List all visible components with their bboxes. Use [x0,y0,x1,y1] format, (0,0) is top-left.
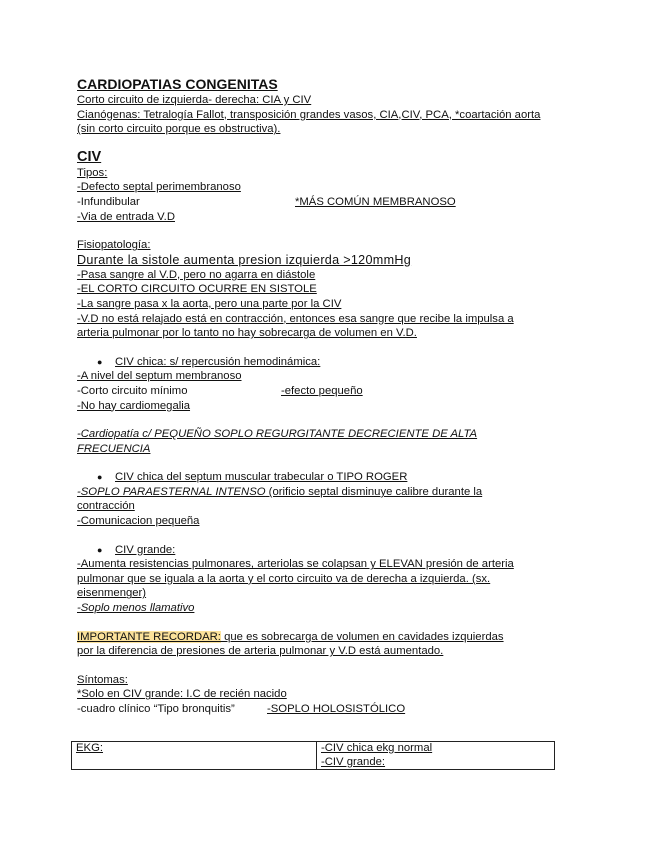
tipo-perimembranoso: -Defecto septal perimembranoso [77,181,241,194]
document-title: CARDIOPATIAS CONGENITAS [77,76,278,92]
bullet-dot-icon: ● [97,544,103,555]
fisio-big-line: Durante la sistole aumenta presion izquierda >120mmHg [77,252,412,267]
civ-chica-line-2a: -Corto circuito mínimo [77,384,188,397]
ekg-label-cell [72,742,317,770]
civ-grande-line-1: -Aumenta resistencias pulmonares, arteriolas se colapsan y ELEVAN presión de arteria [77,558,514,571]
tipo-infundibular [77,195,582,210]
fisio-line-4: -V.D no está relajado está en contracción, entonces esa sangre que recibe la impulsa a [77,312,514,325]
bullet-roger [77,470,582,485]
roger-line-3: -Comunicacion pequeña [77,515,200,528]
tipo-via-entrada: -Via de entrada V.D [77,210,175,223]
importante-line-2: por la diferencia de presiones de arteria pulmonar y V.D está aumentado. [77,645,444,658]
tipos-label: Tipos: [77,166,108,179]
cyanotic-line-cont: (sin corto circuito porque es obstructiva). [77,123,281,136]
civ-grande-line-3: eisenmenger) [77,587,147,600]
importante-rest: que es sobrecarga de volumen en cavidades izquierdas [220,630,504,643]
civ-grande-line-4: -Soplo menos llamativo [77,602,195,615]
ekg-table [71,741,555,770]
civ-title: CIV [77,148,102,165]
fisio-line-3: -La sangre pasa x la aorta, pero una parte por la CIV [77,297,342,310]
ekg-row-1: -CIV chica ekg normal [321,742,433,754]
ekg-label: EKG: [76,742,103,754]
cyanotic-line: Cianógenas: Tetralogía Fallot, transposición grandes vasos, CIA,CIV, PCA, *coartación aorta [77,108,541,121]
mas-comun-note: *MÁS COMÚN MEMBRANOSO [295,195,456,208]
ekg-row-2: -CIV grande: [321,755,386,768]
sintomas-line-2a: -cuadro clínico “Tipo bronquitis” [77,703,235,715]
fisio-line-5: arteria pulmonar por lo tanto no hay sobrecarga de volumen en V.D. [77,327,417,340]
civ-chica-italic-2: FRECUENCIA [77,442,151,455]
bullet-dot-icon: ● [97,472,103,483]
bullet-dot-icon: ● [97,356,103,367]
table-row [72,742,555,770]
shunt-line: Corto circuito de izquierda- derecha: CIA y CIV [77,94,312,106]
roger-soplo-rest: (orificio septal disminuye calibre durante la [265,485,483,498]
roger-soplo-italic: -SOPLO PARAESTERNAL INTENSO [77,485,266,498]
bullet-civ-grande [77,543,582,558]
sintomas-label: Síntomas: [77,673,128,686]
bullet-civ-chica-text: CIV chica: s/ repercusión hemodinámica: [115,355,321,368]
bullet-civ-grande-text: CIV grande: [115,543,176,556]
bullet-roger-text: CIV chica del septum muscular trabecular o TIPO ROGER [115,471,408,484]
sintomas-line-2b: -SOPLO HOLOSISTÓLICO [267,703,406,715]
document-body [77,76,582,717]
sintomas-line-1: *Solo en CIV grande: I.C de recién nacido [77,688,287,701]
bullet-civ-chica [77,355,582,370]
civ-chica-line-3: -No hay cardiomegalia [77,399,191,412]
sintomas-line-2 [77,702,582,717]
civ-chica-line-2 [77,384,582,399]
fisio-line-2: -EL CORTO CIRCUITO OCURRE EN SISTOLE [77,283,317,296]
roger-line-1 [77,485,582,500]
ekg-content-cell [317,742,555,770]
civ-chica-line-2b: -efecto pequeño [281,384,363,397]
fisio-label: Fisiopatología: [77,239,151,252]
tipo-infundibular-text: -Infundibular [77,195,140,208]
importante-highlight: IMPORTANTE RECORDAR: [77,630,221,643]
civ-chica-line-1: -A nivel del septum membranoso [77,370,242,383]
importante-line-1 [77,630,582,645]
roger-line-2: contracción [77,500,135,513]
civ-chica-italic-1: -Cardiopatía c/ PEQUEÑO SOPLO REGURGITANTE DECRECIENTE DE ALTA [77,428,478,441]
fisio-line-1: -Pasa sangre al V.D, pero no agarra en diástole [77,268,316,281]
civ-grande-line-2: pulmonar que se iguala a la aorta y el corto circuito va de derecha a izquierda. (sx. [77,572,491,585]
